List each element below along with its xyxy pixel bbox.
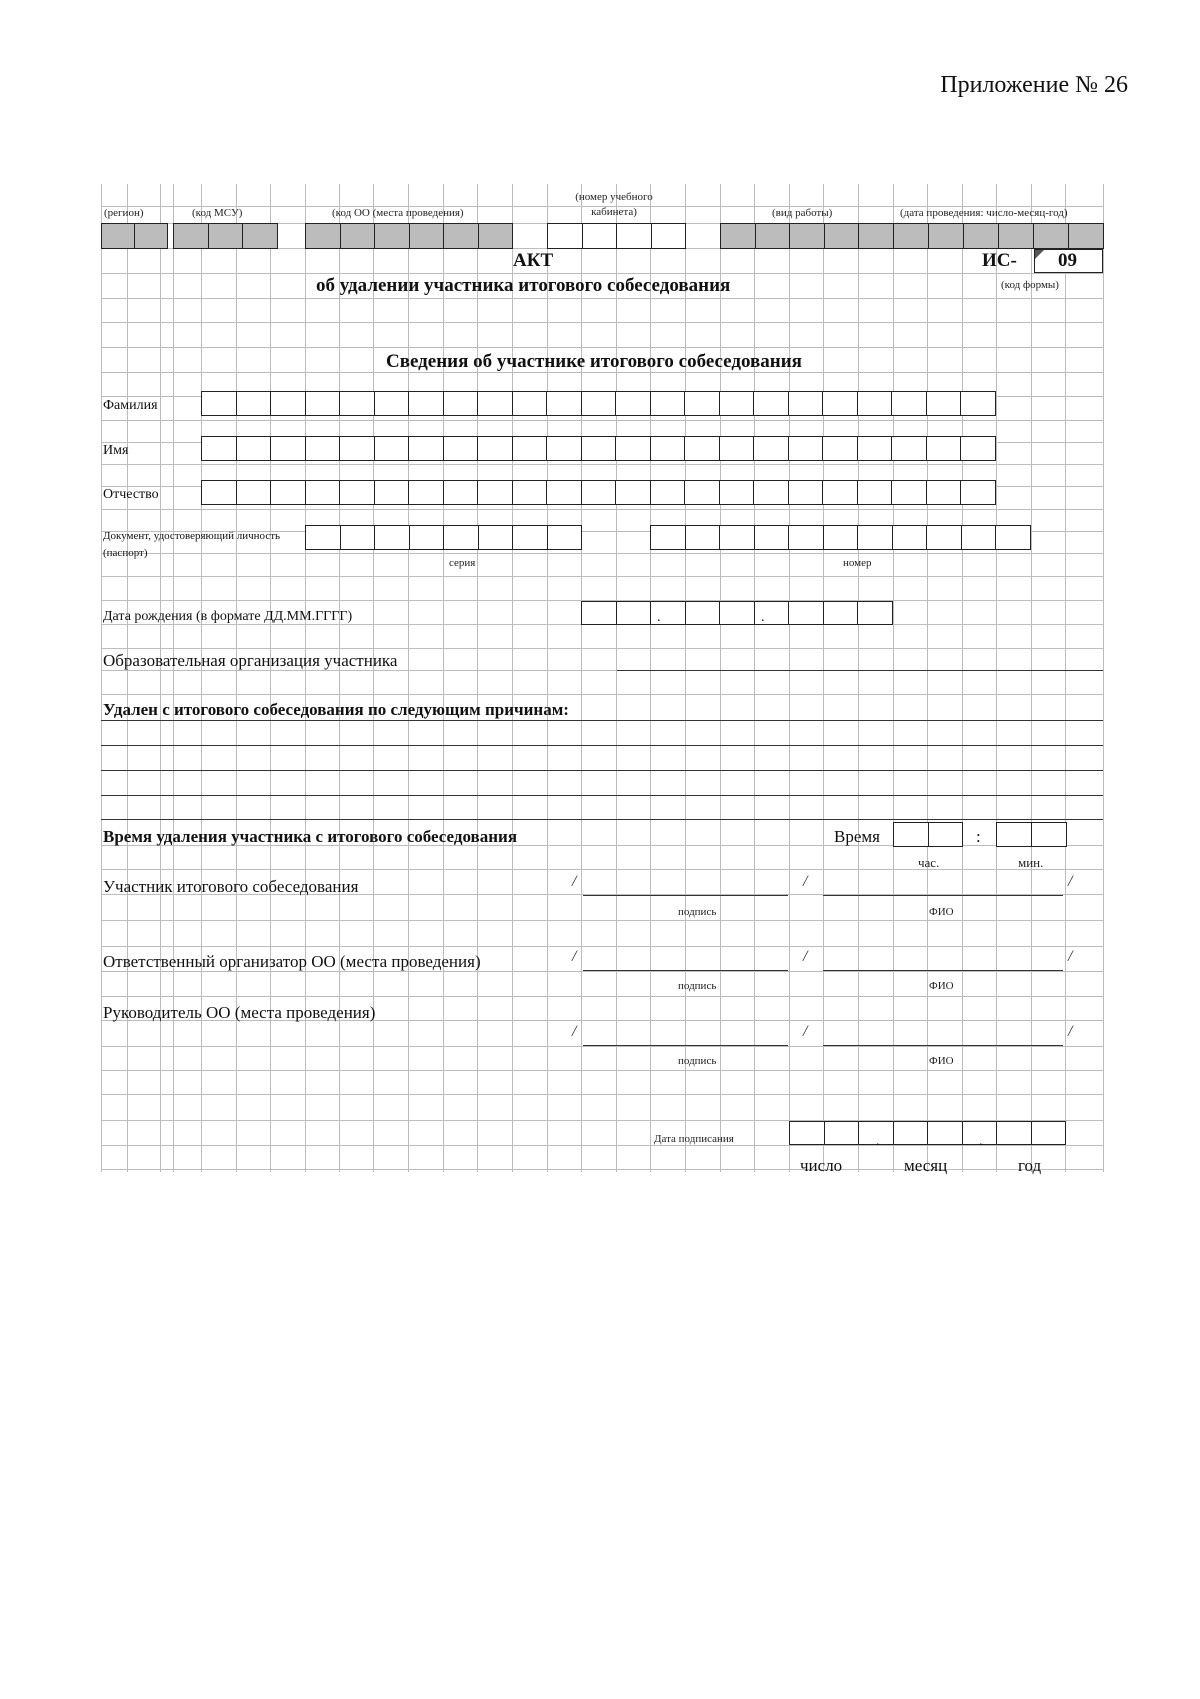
reason-line-2 bbox=[101, 745, 1103, 746]
surname-cell[interactable] bbox=[270, 391, 306, 416]
exam-date-cell[interactable] bbox=[998, 223, 1034, 249]
grid-column-line bbox=[754, 184, 755, 1172]
removal-minute-cell[interactable] bbox=[996, 822, 1032, 847]
grid-column-line bbox=[201, 184, 202, 1172]
birth-date-cell[interactable] bbox=[616, 601, 652, 625]
passport-number-cell[interactable] bbox=[754, 525, 790, 550]
room-number-cell[interactable] bbox=[582, 223, 618, 249]
work-type-cell[interactable] bbox=[824, 223, 860, 249]
sign-date-cell[interactable] bbox=[996, 1121, 1032, 1145]
slash-separator: / bbox=[572, 873, 577, 890]
surname-cell[interactable] bbox=[236, 391, 272, 416]
fio-caption: ФИО bbox=[929, 980, 954, 992]
birth-date-dot-2: . bbox=[761, 610, 765, 625]
region-caption: (регион) bbox=[104, 207, 144, 219]
name-cell[interactable] bbox=[408, 436, 444, 461]
birth-date-label: Дата рождения (в формате ДД.ММ.ГГГГ) bbox=[103, 609, 353, 624]
patronymic-cell[interactable] bbox=[581, 480, 617, 505]
surname-cell[interactable] bbox=[477, 391, 513, 416]
msu-caption: (код МСУ) bbox=[192, 207, 243, 219]
number-caption: номер bbox=[843, 557, 872, 569]
grid-column-line bbox=[581, 184, 582, 1172]
patronymic-cell[interactable] bbox=[546, 480, 582, 505]
grid-column-line bbox=[408, 184, 409, 1172]
passport-number-cell[interactable] bbox=[719, 525, 755, 550]
grid-row-line bbox=[101, 648, 1103, 649]
surname-cell[interactable] bbox=[305, 391, 341, 416]
grid-column-line bbox=[996, 184, 997, 1172]
form-subtitle: об удалении участника итогового собеседования bbox=[316, 275, 731, 296]
surname-cell[interactable] bbox=[201, 391, 237, 416]
passport-series-cell[interactable] bbox=[478, 525, 514, 550]
grid-column-line bbox=[547, 184, 548, 1172]
passport-series-cell[interactable] bbox=[340, 525, 376, 550]
exam-date-cell[interactable] bbox=[928, 223, 964, 249]
passport-number-cell[interactable] bbox=[961, 525, 997, 550]
surname-cell[interactable] bbox=[960, 391, 996, 416]
removal-hour-cell[interactable] bbox=[928, 822, 964, 847]
reason-line-5 bbox=[101, 819, 1103, 820]
participant-fio-line[interactable] bbox=[823, 895, 1063, 896]
grid-row-line bbox=[101, 420, 1103, 421]
reason-line-3 bbox=[101, 770, 1103, 771]
grid-column-line bbox=[858, 184, 859, 1172]
surname-cell[interactable] bbox=[339, 391, 375, 416]
birth-date-cell[interactable] bbox=[857, 601, 893, 625]
reason-line-1 bbox=[101, 720, 1103, 721]
name-cell[interactable] bbox=[581, 436, 617, 461]
sign-date-cell[interactable] bbox=[893, 1121, 929, 1145]
name-cell[interactable] bbox=[788, 436, 824, 461]
appendix-number: Приложение № 26 bbox=[940, 72, 1128, 98]
grid-column-line bbox=[893, 184, 894, 1172]
surname-cell[interactable] bbox=[788, 391, 824, 416]
grid-row-line bbox=[101, 1070, 1103, 1071]
organizer-fio-line[interactable] bbox=[823, 970, 1063, 971]
surname-cell[interactable] bbox=[684, 391, 720, 416]
grid-column-line bbox=[789, 184, 790, 1172]
room-caption: (номер учебного кабинета) bbox=[575, 191, 653, 218]
slash-separator: / bbox=[1068, 873, 1073, 890]
fio-caption: ФИО bbox=[929, 906, 954, 918]
organization-label: Образовательная организация участника bbox=[103, 651, 398, 670]
msu-code-cell[interactable] bbox=[242, 223, 278, 249]
grid-column-line bbox=[270, 184, 271, 1172]
surname-cell[interactable] bbox=[926, 391, 962, 416]
name-cell[interactable] bbox=[719, 436, 755, 461]
form-code-value: 09 bbox=[1058, 250, 1077, 271]
grid-column-line bbox=[616, 184, 617, 1172]
grid-row-line bbox=[101, 1169, 1103, 1170]
name-cell[interactable] bbox=[546, 436, 582, 461]
grid-column-line bbox=[512, 184, 513, 1172]
oo-caption: (код ОО (места проведения) bbox=[332, 207, 464, 219]
passport-number-cell[interactable] bbox=[823, 525, 859, 550]
sign-date-cell[interactable] bbox=[927, 1121, 963, 1145]
name-label: Имя bbox=[103, 443, 129, 458]
birth-date-cell[interactable] bbox=[650, 601, 686, 625]
passport-number-cell[interactable] bbox=[926, 525, 962, 550]
series-caption: серия bbox=[449, 557, 476, 569]
organizer-signer-label: Ответственный организатор ОО (места проведения) bbox=[103, 952, 481, 971]
name-cell[interactable] bbox=[236, 436, 272, 461]
room-number-cell[interactable] bbox=[616, 223, 652, 249]
head-fio-line[interactable] bbox=[823, 1045, 1063, 1046]
surname-cell[interactable] bbox=[857, 391, 893, 416]
grid-row-line bbox=[101, 1145, 1103, 1146]
passport-series-cell[interactable] bbox=[409, 525, 445, 550]
name-cell[interactable] bbox=[443, 436, 479, 461]
birth-date-cell[interactable] bbox=[788, 601, 824, 625]
oo-code-cell[interactable] bbox=[340, 223, 376, 249]
slash-separator: / bbox=[1068, 948, 1073, 965]
region-code-cell[interactable] bbox=[101, 223, 135, 249]
reason-line-4 bbox=[101, 795, 1103, 796]
grid-column-line bbox=[305, 184, 306, 1172]
name-cell[interactable] bbox=[753, 436, 789, 461]
surname-cell[interactable] bbox=[615, 391, 651, 416]
slash-separator: / bbox=[803, 873, 808, 890]
grid-column-line bbox=[823, 184, 824, 1172]
exam-date-cell[interactable] bbox=[1068, 223, 1104, 249]
grid-column-line bbox=[101, 184, 102, 1172]
patronymic-cell[interactable] bbox=[857, 480, 893, 505]
sign-date-dot-2: . bbox=[979, 1134, 983, 1149]
name-cell[interactable] bbox=[926, 436, 962, 461]
slash-separator: / bbox=[572, 948, 577, 965]
grid-row-line bbox=[101, 1046, 1103, 1047]
slash-separator: / bbox=[572, 1023, 577, 1040]
surname-cell[interactable] bbox=[443, 391, 479, 416]
time-title: Время удаления участника с итогового собеседования bbox=[103, 827, 518, 846]
surname-cell[interactable] bbox=[546, 391, 582, 416]
region-code-cell[interactable] bbox=[134, 223, 168, 249]
exam-date-cell[interactable] bbox=[893, 223, 929, 249]
patronymic-cell[interactable] bbox=[926, 480, 962, 505]
grid-column-line bbox=[1103, 184, 1104, 1172]
grid-row-line bbox=[101, 273, 1103, 274]
patronymic-cell[interactable] bbox=[650, 480, 686, 505]
grid-column-line bbox=[962, 184, 963, 1172]
birth-date-cell[interactable] bbox=[754, 601, 790, 625]
oo-code-cell[interactable] bbox=[478, 223, 514, 249]
grid-column-line bbox=[127, 184, 128, 1172]
oo-code-cell[interactable] bbox=[409, 223, 445, 249]
surname-cell[interactable] bbox=[581, 391, 617, 416]
patronymic-cell[interactable] bbox=[443, 480, 479, 505]
participant-signer-label: Участник итогового собеседования bbox=[103, 877, 359, 896]
grid-column-line bbox=[1065, 184, 1066, 1172]
grid-column-line bbox=[160, 184, 161, 1172]
exam-date-cell[interactable] bbox=[1033, 223, 1069, 249]
patronymic-cell[interactable] bbox=[615, 480, 651, 505]
surname-cell[interactable] bbox=[408, 391, 444, 416]
msu-code-cell[interactable] bbox=[208, 223, 244, 249]
grid-row-line bbox=[101, 869, 1103, 870]
patronymic-cell[interactable] bbox=[960, 480, 996, 505]
sign-date-cell[interactable] bbox=[824, 1121, 860, 1145]
signature-caption: подпись bbox=[678, 980, 717, 992]
grid-column-line bbox=[720, 184, 721, 1172]
form-code-prefix: ИС- bbox=[982, 250, 1017, 271]
passport-number-cell[interactable] bbox=[650, 525, 686, 550]
corner-mark-icon bbox=[1035, 250, 1044, 259]
passport-number-cell[interactable] bbox=[857, 525, 893, 550]
removal-minute-cell[interactable] bbox=[1031, 822, 1067, 847]
room-number-cell[interactable] bbox=[651, 223, 687, 249]
grid-column-line bbox=[1031, 184, 1032, 1172]
grid-row-line bbox=[101, 694, 1103, 695]
surname-cell[interactable] bbox=[719, 391, 755, 416]
grid-column-line bbox=[477, 184, 478, 1172]
sign-date-label: Дата подписания bbox=[654, 1133, 734, 1145]
patronymic-cell[interactable] bbox=[408, 480, 444, 505]
passport-series-cell[interactable] bbox=[374, 525, 410, 550]
sign-date-month-caption: месяц bbox=[904, 1156, 948, 1175]
participant-section-title: Сведения об участнике итогового собеседования bbox=[386, 351, 802, 372]
patronymic-label: Отчество bbox=[103, 487, 159, 502]
passport-series-cell[interactable] bbox=[305, 525, 341, 550]
birth-date-dot-1: . bbox=[657, 610, 661, 625]
grid-column-line bbox=[685, 184, 686, 1172]
organizer-signature-line[interactable] bbox=[583, 970, 788, 971]
grid-row-line bbox=[101, 298, 1103, 299]
patronymic-cell[interactable] bbox=[305, 480, 341, 505]
patronymic-cell[interactable] bbox=[719, 480, 755, 505]
grid-column-line bbox=[443, 184, 444, 1172]
work-type-cell[interactable] bbox=[858, 223, 894, 249]
slash-separator: / bbox=[803, 948, 808, 965]
work-type-cell[interactable] bbox=[789, 223, 825, 249]
passport-series-cell[interactable] bbox=[547, 525, 583, 550]
surname-cell[interactable] bbox=[822, 391, 858, 416]
name-cell[interactable] bbox=[339, 436, 375, 461]
birth-date-cell[interactable] bbox=[719, 601, 755, 625]
name-cell[interactable] bbox=[822, 436, 858, 461]
patronymic-cell[interactable] bbox=[270, 480, 306, 505]
time-separator: : bbox=[976, 827, 981, 846]
patronymic-cell[interactable] bbox=[477, 480, 513, 505]
grid-row-line bbox=[101, 996, 1103, 997]
grid-column-line bbox=[236, 184, 237, 1172]
name-cell[interactable] bbox=[512, 436, 548, 461]
organization-line bbox=[617, 670, 1103, 671]
reasons-title: Удален с итогового собеседования по следующим причинам: bbox=[103, 700, 569, 719]
form-title: АКТ bbox=[513, 250, 554, 271]
time-label: Время bbox=[834, 827, 880, 846]
surname-label: Фамилия bbox=[103, 398, 158, 413]
name-cell[interactable] bbox=[305, 436, 341, 461]
patronymic-cell[interactable] bbox=[753, 480, 789, 505]
removal-hour-cell[interactable] bbox=[893, 822, 929, 847]
exam-date-cell[interactable] bbox=[963, 223, 999, 249]
patronymic-cell[interactable] bbox=[374, 480, 410, 505]
birth-date-cell[interactable] bbox=[685, 601, 721, 625]
head-signature-line[interactable] bbox=[583, 1045, 788, 1046]
room-number-cell[interactable] bbox=[547, 223, 583, 249]
date-caption: (дата проведения: число-месяц-год) bbox=[900, 207, 1068, 219]
grid-row-line bbox=[101, 576, 1103, 577]
name-cell[interactable] bbox=[201, 436, 237, 461]
grid-column-line bbox=[173, 184, 174, 1172]
slash-separator: / bbox=[1068, 1023, 1073, 1040]
name-cell[interactable] bbox=[960, 436, 996, 461]
oo-code-cell[interactable] bbox=[305, 223, 341, 249]
name-cell[interactable] bbox=[650, 436, 686, 461]
surname-cell[interactable] bbox=[753, 391, 789, 416]
form-code-caption: (код формы) bbox=[1001, 279, 1059, 291]
patronymic-cell[interactable] bbox=[822, 480, 858, 505]
grid-column-line bbox=[650, 184, 651, 1172]
grid-row-line bbox=[101, 347, 1103, 348]
patronymic-cell[interactable] bbox=[201, 480, 237, 505]
name-cell[interactable] bbox=[857, 436, 893, 461]
sign-date-year-caption: год bbox=[1018, 1156, 1042, 1175]
passport-number-cell[interactable] bbox=[892, 525, 928, 550]
birth-date-cell[interactable] bbox=[581, 601, 617, 625]
work-type-cell[interactable] bbox=[720, 223, 756, 249]
oo-code-cell[interactable] bbox=[443, 223, 479, 249]
hours-caption: час. bbox=[918, 855, 940, 870]
patronymic-cell[interactable] bbox=[236, 480, 272, 505]
grid-row-line bbox=[101, 920, 1103, 921]
surname-cell[interactable] bbox=[512, 391, 548, 416]
patronymic-cell[interactable] bbox=[891, 480, 927, 505]
passport-number-cell[interactable] bbox=[995, 525, 1031, 550]
passport-series-cell[interactable] bbox=[443, 525, 479, 550]
grid-row-line bbox=[101, 464, 1103, 465]
passport-series-cell[interactable] bbox=[512, 525, 548, 550]
work-caption: (вид работы) bbox=[772, 207, 833, 219]
grid-row-line bbox=[101, 946, 1103, 947]
patronymic-cell[interactable] bbox=[788, 480, 824, 505]
patronymic-cell[interactable] bbox=[684, 480, 720, 505]
signature-caption: подпись bbox=[678, 906, 717, 918]
participant-signature-line[interactable] bbox=[583, 895, 788, 896]
document-label: Документ, удостоверяющий личность (паспорт) bbox=[103, 530, 281, 559]
passport-number-cell[interactable] bbox=[788, 525, 824, 550]
fio-caption: ФИО bbox=[929, 1055, 954, 1067]
name-cell[interactable] bbox=[615, 436, 651, 461]
grid-column-line bbox=[339, 184, 340, 1172]
grid-row-line bbox=[101, 322, 1103, 323]
passport-number-cell[interactable] bbox=[685, 525, 721, 550]
birth-date-cell[interactable] bbox=[823, 601, 859, 625]
sign-date-cell[interactable] bbox=[1031, 1121, 1067, 1145]
name-cell[interactable] bbox=[374, 436, 410, 461]
grid-column-line bbox=[373, 184, 374, 1172]
slash-separator: / bbox=[803, 1023, 808, 1040]
signature-caption: подпись bbox=[678, 1055, 717, 1067]
patronymic-cell[interactable] bbox=[512, 480, 548, 505]
name-cell[interactable] bbox=[684, 436, 720, 461]
grid-row-line bbox=[101, 509, 1103, 510]
name-cell[interactable] bbox=[891, 436, 927, 461]
surname-cell[interactable] bbox=[374, 391, 410, 416]
sign-date-cell[interactable] bbox=[789, 1121, 825, 1145]
sign-date-dot-1: . bbox=[876, 1134, 880, 1149]
surname-cell[interactable] bbox=[650, 391, 686, 416]
patronymic-cell[interactable] bbox=[339, 480, 375, 505]
sign-date-day-caption: число bbox=[800, 1156, 843, 1175]
name-cell[interactable] bbox=[270, 436, 306, 461]
name-cell[interactable] bbox=[477, 436, 513, 461]
minutes-caption: мин. bbox=[1018, 855, 1044, 870]
grid-row-line bbox=[101, 1094, 1103, 1095]
surname-cell[interactable] bbox=[891, 391, 927, 416]
oo-code-cell[interactable] bbox=[374, 223, 410, 249]
head-signer-label: Руководитель ОО (места проведения) bbox=[103, 1003, 376, 1022]
work-type-cell[interactable] bbox=[755, 223, 791, 249]
msu-code-cell[interactable] bbox=[173, 223, 209, 249]
grid-column-line bbox=[927, 184, 928, 1172]
